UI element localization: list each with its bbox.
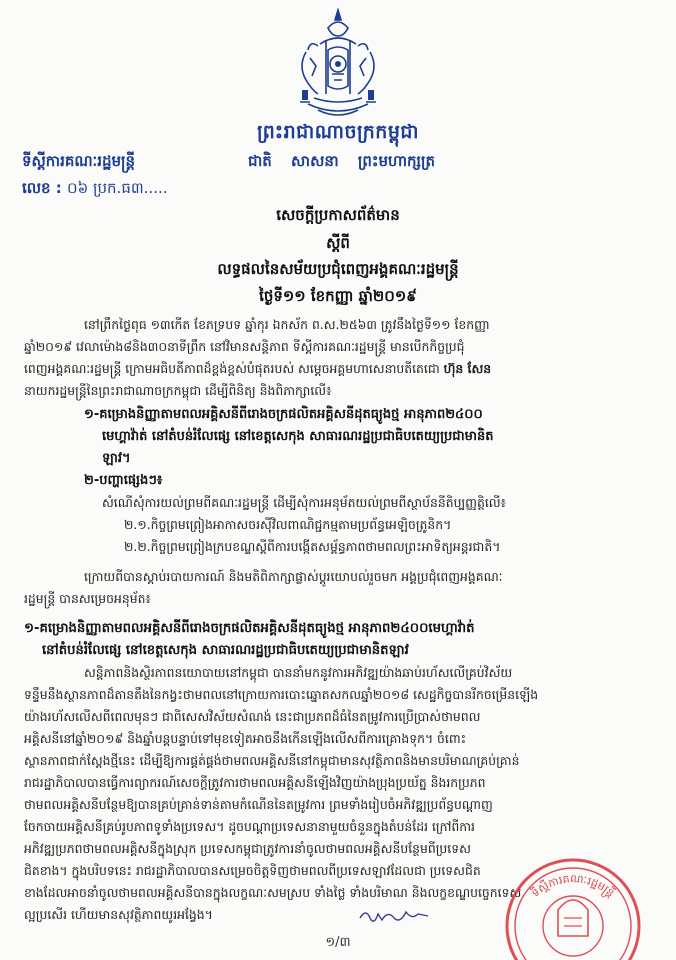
- body-line: ជិតខាង។ ក្នុងបរិបទនេះ រាជរដ្ឋាភិបាលបានសម្រេចចិត្តទិញថាមពលពីប្រទេសឡាវដែលជា ប្រទេសជិត: [24, 863, 481, 878]
- intro-line-1: នៅព្រឹកថ្ងៃពុធ ១៣កើត ខែភទ្របទ ឆ្នាំកុរ ឯកស័ក ព.ស.២៥៦៣ ត្រូវនឹងថ្ងៃទី១១ ខែកញ្ញា: [84, 317, 490, 332]
- body-line: ស្ថានភាពជាក់ស្ដែងថ្មីនេះ ដើម្បីឱ្យការផ្គត់ផ្គង់ថាមពលអគ្គិសនីនៅកម្ពុជាមានសុវត្ថិភាពនិងមានបរិមាណគ្រប់គ្រាន់: [24, 753, 520, 768]
- body-line: អគ្គិសនីនៅឆ្នាំ២០១៩ និងឆ្នាំបន្តបន្ទាប់ទៅមុខទៀតអាចនឹងកើនឡើងលើសពីការគ្រោងទុក។ ចំពោះ: [24, 731, 467, 746]
- reference-label: លេខ :: [22, 179, 62, 197]
- body-line: ទន្ទឹមនឹងស្ថានភាពដ៏តានតឹងនៃកង្វះថាមពលនៅក្រោយការបោះឆ្នោតសកលឆ្នាំ២០១៨ សេដ្ឋកិច្ចបានរីកចម្រើនឡើង: [24, 687, 539, 702]
- intro-line-2: ឆ្នាំ២០១៩ វេលាម៉ោង៨និង៣០នាទីព្រឹក នៅវិមានសន្តិភាព ទីស្ដីការគណៈរដ្ឋមន្ត្រី មានបើកកិច្ចប្រជុំ: [24, 339, 465, 354]
- agenda-item-2-2: ២.២.កិច្ចព្រមព្រៀងក្របខណ្ឌស្ដីពីការបង្កើតសម្ព័ន្ធភាពថាមពលព្រះអាទិត្យអន្តរជាតិ។: [124, 539, 501, 554]
- decision-line-1: ក្រោយពីបានស្ដាប់របាយការណ៍ និងមតិពិភាក្សាផ្លាស់ប្ដូរយោបល់រួចមក អង្គប្រជុំពេញអង្គគណៈ: [84, 569, 503, 584]
- intro-line-3: [24, 358, 654, 380]
- agenda-item-2-1: ២.១.កិច្ចព្រមព្រៀងអាកាសចរស៊ីវិលពាណិជ្ជកម្មតាមប្រព័ន្ធអេឡិចត្រូនិក។: [124, 517, 452, 532]
- body-line: ខាងដែលអាចនាំចូលថាមពលអគ្គិសនីបានក្នុងលក្ខណៈសមស្រប ទាំងថ្លៃ ទាំងបរិមាណ និងលក្ខខណ្ឌបច្ចេកទេស: [24, 885, 522, 900]
- national-motto: [248, 152, 435, 174]
- page-number: ១/៣: [325, 935, 351, 950]
- reference-number: [22, 179, 168, 201]
- title-subject: លទ្ធផលនៃសម័យប្រជុំពេញអង្គគណៈរដ្ឋមន្ត្រី: [217, 260, 459, 278]
- title-about: ស្ដីពី: [326, 234, 350, 252]
- agenda-item-2: ២-បញ្ហាផ្សេងៗ៖: [84, 473, 163, 488]
- seal-text: [528, 872, 617, 901]
- decision-paragraph: [24, 566, 654, 610]
- body-line: ចែកចាយអគ្គិសនីគ្រប់រូបភាពទូទាំងប្រទេស។ ដូចបណ្ដាប្រទេសនានាមួយចំនួនក្នុងតំបន់ដែរ ក្រៅពីការ: [24, 819, 475, 834]
- office-name: ទីស្ដីការគណៈរដ្ឋមន្ត្រី: [22, 152, 136, 170]
- body-line: ថាមពលអគ្គិសនីបន្ថែមឱ្យបានគ្រប់គ្រាន់ទាន់តាមកំណើននៃតម្រូវការ ព្រមទាំងរៀបចំអភិវឌ្ឍប្រព័ន្ធបណ្ដាញ: [24, 797, 493, 812]
- body-line: រាជរដ្ឋាភិបាលបានធ្វើការព្យាករណ៍សេចក្ដីត្រូវការថាមពលអគ្គិសនីឡើងវិញយ៉ាងប្រុងប្រយ័ត្ន និងរកប្រភព: [24, 775, 486, 790]
- kingdom-title: ព្រះរាជាណាចក្រកម្ពុជា: [257, 121, 419, 143]
- agenda-item-1-line-1: ១-គម្រោងនិញ្ញាតាមពលអគ្គិសនីពីរោងចក្រផលិតអគ្គិសនីដុតធ្យូងថ្ម អានុភាព២៤០០: [84, 407, 483, 422]
- body-line: យ៉ាងរហ័សលើសពីពេលមុនៗ ជាពិសេសវិស័យសំណង់ នេះជាប្រភពដ៏ធំនៃតម្រូវការប្រើប្រាស់ថាមពល: [24, 709, 481, 724]
- title-date: ថ្ងៃទី១១ ខែកញ្ញា ឆ្នាំ២០១៩: [259, 287, 417, 305]
- agenda-list: [24, 404, 654, 558]
- seal-text-path: ទីស្ដីការគណៈរដ្ឋមន្ត្រី: [528, 871, 617, 900]
- agenda-item-1-line-3: ឡាវ។: [102, 451, 131, 466]
- reference-value: ០៦ ប្រក.ធ៣.....: [67, 179, 168, 197]
- motto-king: ព្រះមហាក្សត្រ: [357, 152, 436, 170]
- section-1-heading: [24, 618, 656, 662]
- motto-nation: ជាតិ: [248, 152, 272, 170]
- agenda-item-1-line-2: មេហ្គាវ៉ាត់ នៅតំបន់រំលែផ្សេ នៅខេត្តសេកុង សាធារណរដ្ឋប្រជាធិបតេយ្យប្រជាមានិត: [102, 429, 494, 444]
- agenda-item-2-description: សំណើសុំការយល់ព្រមពីគណៈរដ្ឋមន្ត្រី ដើម្បីសុំការអនុម័តយល់ព្រមពីស្ថាប័ននីតិប្បញ្ញត្តិលើ៖: [102, 495, 507, 510]
- body-line-last: ល្អប្រសើរ ហើយមានសុវត្ថិភាពយូរអង្វែង។: [24, 907, 213, 922]
- motto-religion: សាសនា: [291, 152, 339, 170]
- document-title: សេចក្ដីប្រកាសព័ត៌មាន: [276, 206, 400, 224]
- section-1-heading-line-2: នៅតំបន់រំលែផ្សេ នៅខេត្តសេកុង សាធារណរដ្ឋប្រជាធិបតេយ្យប្រជាមានិតឡាវ: [42, 643, 409, 658]
- prime-minister-name: ហ៊ុន សែន: [443, 361, 492, 376]
- intro-line-4: នាយករដ្ឋមន្ត្រីនៃព្រះរាជាណាចក្រកម្ពុជា ដើម្បីពិនិត្យ និងពិភាក្សាលើ៖: [24, 383, 332, 398]
- section-1-heading-line-1: ១-គម្រោងនិញ្ញាតាមពលអគ្គិសនីពីរោងចក្រផលិតអគ្គិសនីដុតធ្យូងថ្ម អានុភាព២៤០០មេហ្គាវ៉ាត់: [24, 621, 475, 636]
- royal-coat-of-arms-emblem: [288, 6, 388, 126]
- intro-line-3-text: ពេញអង្គគណៈរដ្ឋមន្ត្រី ក្រោមអធិបតីភាពដ៏ខ្ពង់ខ្ពស់បំផុតរបស់ សម្ដេចអគ្គមហាសេនាបតីតេជោ: [24, 361, 440, 376]
- body-line: សន្តិភាពនិងស្ថិរភាពនយោបាយនៅកម្ពុជា បាននាំមកនូវការអភិវឌ្ឍយ៉ាងឆាប់រហ័សលើគ្រប់វិស័យ: [84, 665, 513, 680]
- body-line: អភិវឌ្ឍប្រភពថាមពលអគ្គិសនីក្នុងស្រុក ប្រទេសកម្ពុជាត្រូវការនាំចូលថាមពលអគ្គិសនីបន្ថែមពីប្រទេស: [24, 841, 471, 856]
- decision-line-2: រដ្ឋមន្ត្រី បានសម្រេចអនុម័ត៖: [24, 591, 151, 606]
- intro-paragraph: [24, 314, 654, 402]
- handwritten-initials: [358, 902, 430, 928]
